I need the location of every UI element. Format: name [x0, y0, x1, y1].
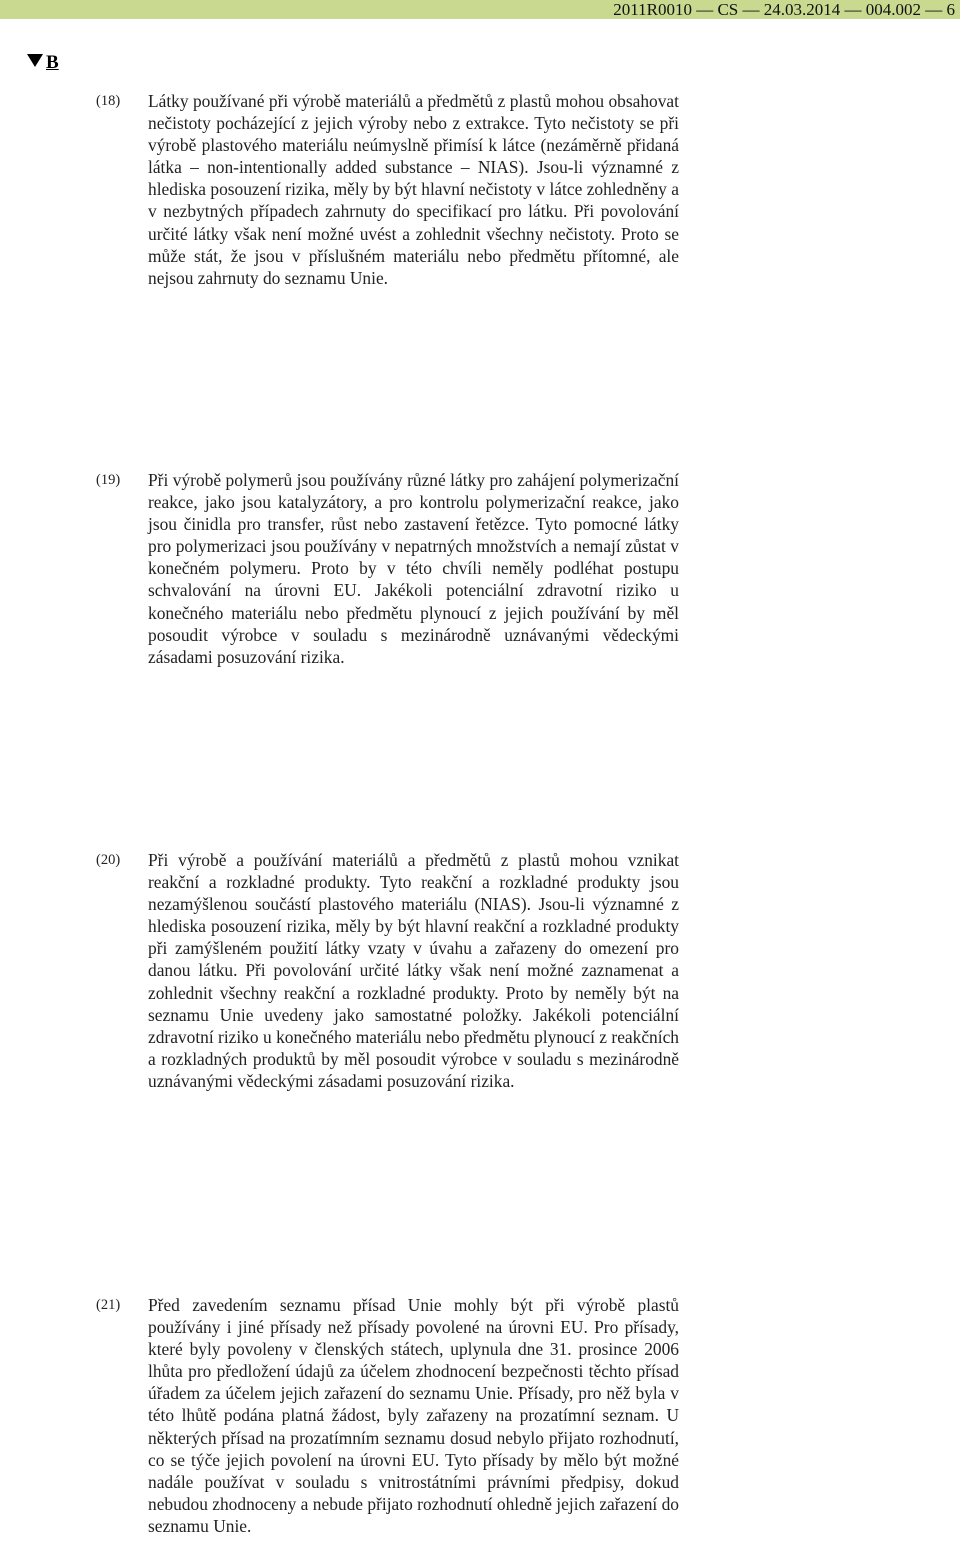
- recital-text: Před zavedením seznamu přísad Unie mohly být při výrobě plastů používány i jiné přísady než přísady povolené na úrovni EU. Pro přísady, které byly povoleny v členských státech, uplynula dne 31. prosince 2006 lhůta pro předložení údajů za účelem zhodnocení bezpečnosti těchto přísad úřadem za účelem jejich zařazení do seznamu Unie. Přísady, pro něž byla v této lhůtě podána platná žádost, byly zařazeny na prozatímní seznam. U některých přísad na prozatímním seznamu dosud nebylo přijato rozhodnutí, co se týče jejich povolení na úrovni EU. Tyto přísady by mělo být možné nadále používat v souladu s vnitrostátními právními předpisy, dokud nebudou zhodnoceny a nebude přijato rozhodnutí ohledně jejich zařazení do seznamu Unie.: [148, 1295, 679, 1536]
- recital-number: (21): [96, 1297, 121, 1313]
- recital-number: (19): [96, 472, 121, 488]
- amendment-marker: [27, 52, 59, 74]
- recital-text: Při výrobě polymerů jsou používány různé látky pro zahájení polymerizační reakce, jako jsou katalyzátory, a pro kontrolu polymerizační reakce, jako jsou činidla pro transfer, růst nebo zastavení řetězce. Tyto pomocné látky pro polymerizaci jsou používány v nepatrných množstvích a nemají zůstat v konečném polymeru. Proto by v této chvíli neměly podléhat postupu schvalování na úrovni EU. Jakékoli potenciální zdravotní riziko u konečného materiálu nebo předmětu plynoucí z jejich používání by měl posoudit výrobce v souladu s mezinárodně uznávanými vědeckými zásadami posuzování rizika.: [148, 470, 679, 667]
- recital-number: (20): [96, 852, 121, 868]
- recital-text: Při výrobě a používání materiálů a předmětů z plastů mohou vznikat reakční a rozkladné produkty. Tyto reakční a rozkladné produkty jsou nezamýšlenou součástí plastového materiálu (NIAS). Jsou-li významné z hlediska posouzení rizika, měly by být hlavní reakční a rozkladné produkty při zamýšleném použití látky vzaty v úvahu a zařazeny do omezení pro danou látku. Při povolování určité látky však není možné zaznamenat a zohlednit všechny reakční a rozkladné produkty. Proto by neměly být na seznamu Unie uvedeny jako samostatné položky. Jakékoli potenciální zdravotní riziko u konečného materiálu nebo předmětu plynoucí z reakčních a rozkladných produktů by měl posoudit výrobce v souladu s mezinárodně uznávanými vědeckými zásadami posuzování rizika.: [148, 850, 679, 1091]
- document-reference-header: 2011R0010 — CS — 24.03.2014 — 004.002 — 6: [613, 0, 955, 19]
- amendment-marker-letter: B: [46, 52, 59, 73]
- recital-text: Látky používané při výrobě materiálů a předmětů z plastů mohou obsahovat nečistoty pocházející z jejich výroby nebo z extrakce. Tyto nečistoty se při výrobě plastového materiálu neúmyslně přimísí k látce (nezáměrně přidaná látka – non-intentionally added substance – NIAS). Jsou-li významné z hlediska posouzení rizika, měly by být hlavní nečistoty v látce zohledněny a v nezbytných případech zahrnuty do specifikací pro látku. Při povolování určité látky však není možné uvést a zohlednit všechny nečistoty. Proto se může stát, že jsou v příslušném materiálu nebo předmětu přítomné, ale nejsou zahrnuty do seznamu Unie.: [148, 91, 679, 288]
- document-header-bar: [0, 0, 960, 19]
- triangle-down-icon: [27, 54, 43, 67]
- recital-number: (18): [96, 93, 121, 109]
